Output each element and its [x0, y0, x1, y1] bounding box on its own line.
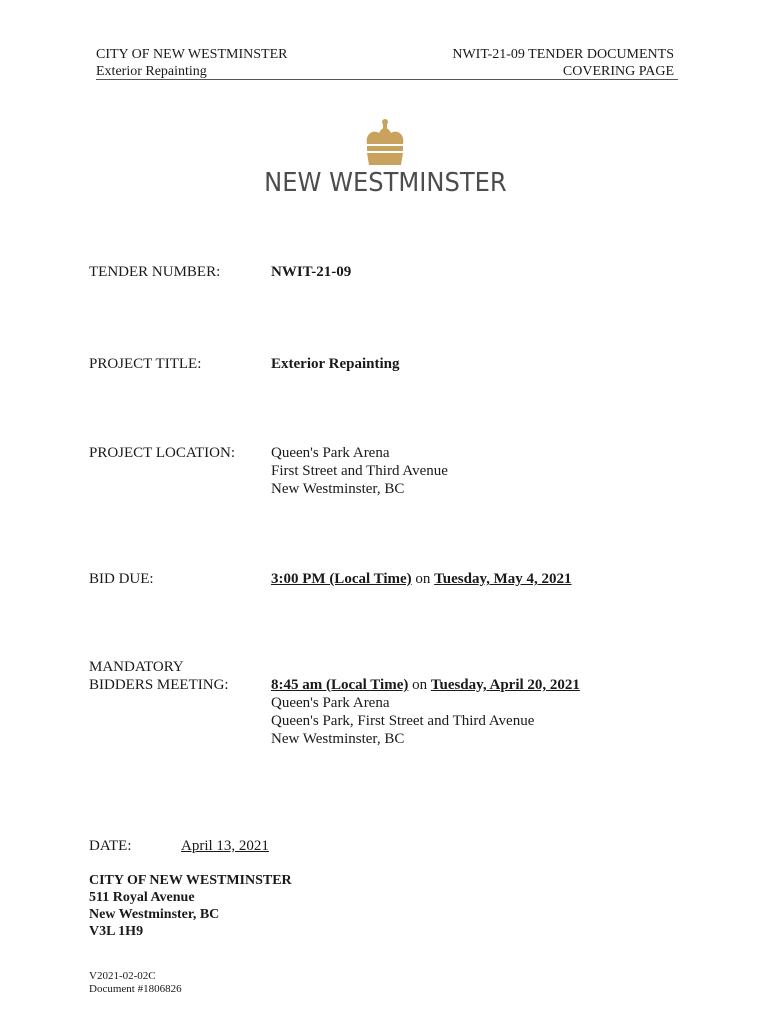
bid-due-value [271, 570, 572, 588]
header-page-name: COVERING PAGE [562, 64, 674, 79]
date-label: DATE: [89, 838, 132, 854]
meeting-line: Queen's Park Arena [271, 695, 390, 711]
header-org: CITY OF NEW WESTMINSTER [96, 47, 288, 62]
issuer-address [89, 872, 292, 940]
meeting-line: Queen's Park, First Street and Third Avenue [271, 713, 535, 729]
meeting-connector: on [412, 677, 428, 693]
logo-text: NEW WESTMINSTER [263, 168, 507, 198]
header-doc-id: NWIT-21-09 TENDER DOCUMENTS [452, 47, 674, 62]
footer [89, 970, 182, 996]
tender-number-label: TENDER NUMBER: [89, 264, 221, 280]
tender-number-value: NWIT-21-09 [271, 264, 352, 280]
meeting-label-line1: MANDATORY [89, 659, 184, 675]
crown-icon [363, 118, 407, 166]
bid-due-label: BID DUE: [89, 571, 154, 587]
location-line: Queen's Park Arena [271, 445, 390, 461]
project-location-label: PROJECT LOCATION: [89, 445, 235, 461]
location-line: First Street and Third Avenue [271, 463, 448, 479]
address-line: New Westminster, BC [89, 907, 220, 922]
bid-due-time: 3:00 PM (Local Time) [271, 571, 412, 587]
address-line: V3L 1H9 [89, 924, 144, 939]
meeting-line: New Westminster, BC [271, 731, 405, 747]
logo [0, 118, 770, 198]
location-line: New Westminster, BC [271, 481, 405, 497]
bid-due-date: Tuesday, May 4, 2021 [434, 571, 572, 587]
meeting-time: 8:45 am (Local Time) [271, 677, 409, 693]
bid-due-connector: on [415, 571, 431, 587]
header-left [96, 46, 287, 80]
address-line: 511 Royal Avenue [89, 890, 195, 905]
meeting-label-line2: BIDDERS MEETING: [89, 677, 229, 693]
date-value: April 13, 2021 [181, 838, 269, 854]
project-title-value: Exterior Repainting [271, 356, 400, 372]
address-line: CITY OF NEW WESTMINSTER [89, 873, 292, 888]
footer-version: V2021-02-02C [89, 970, 156, 982]
meeting-value [271, 676, 580, 748]
header-project: Exterior Repainting [96, 64, 207, 79]
footer-document-number: Document #1806826 [89, 983, 182, 995]
meeting-when [271, 676, 580, 694]
project-title-label: PROJECT TITLE: [89, 356, 202, 372]
header-rule [96, 79, 678, 80]
project-location-value [271, 444, 448, 498]
header-right [380, 46, 674, 80]
meeting-label [89, 658, 229, 694]
meeting-date: Tuesday, April 20, 2021 [430, 677, 580, 693]
